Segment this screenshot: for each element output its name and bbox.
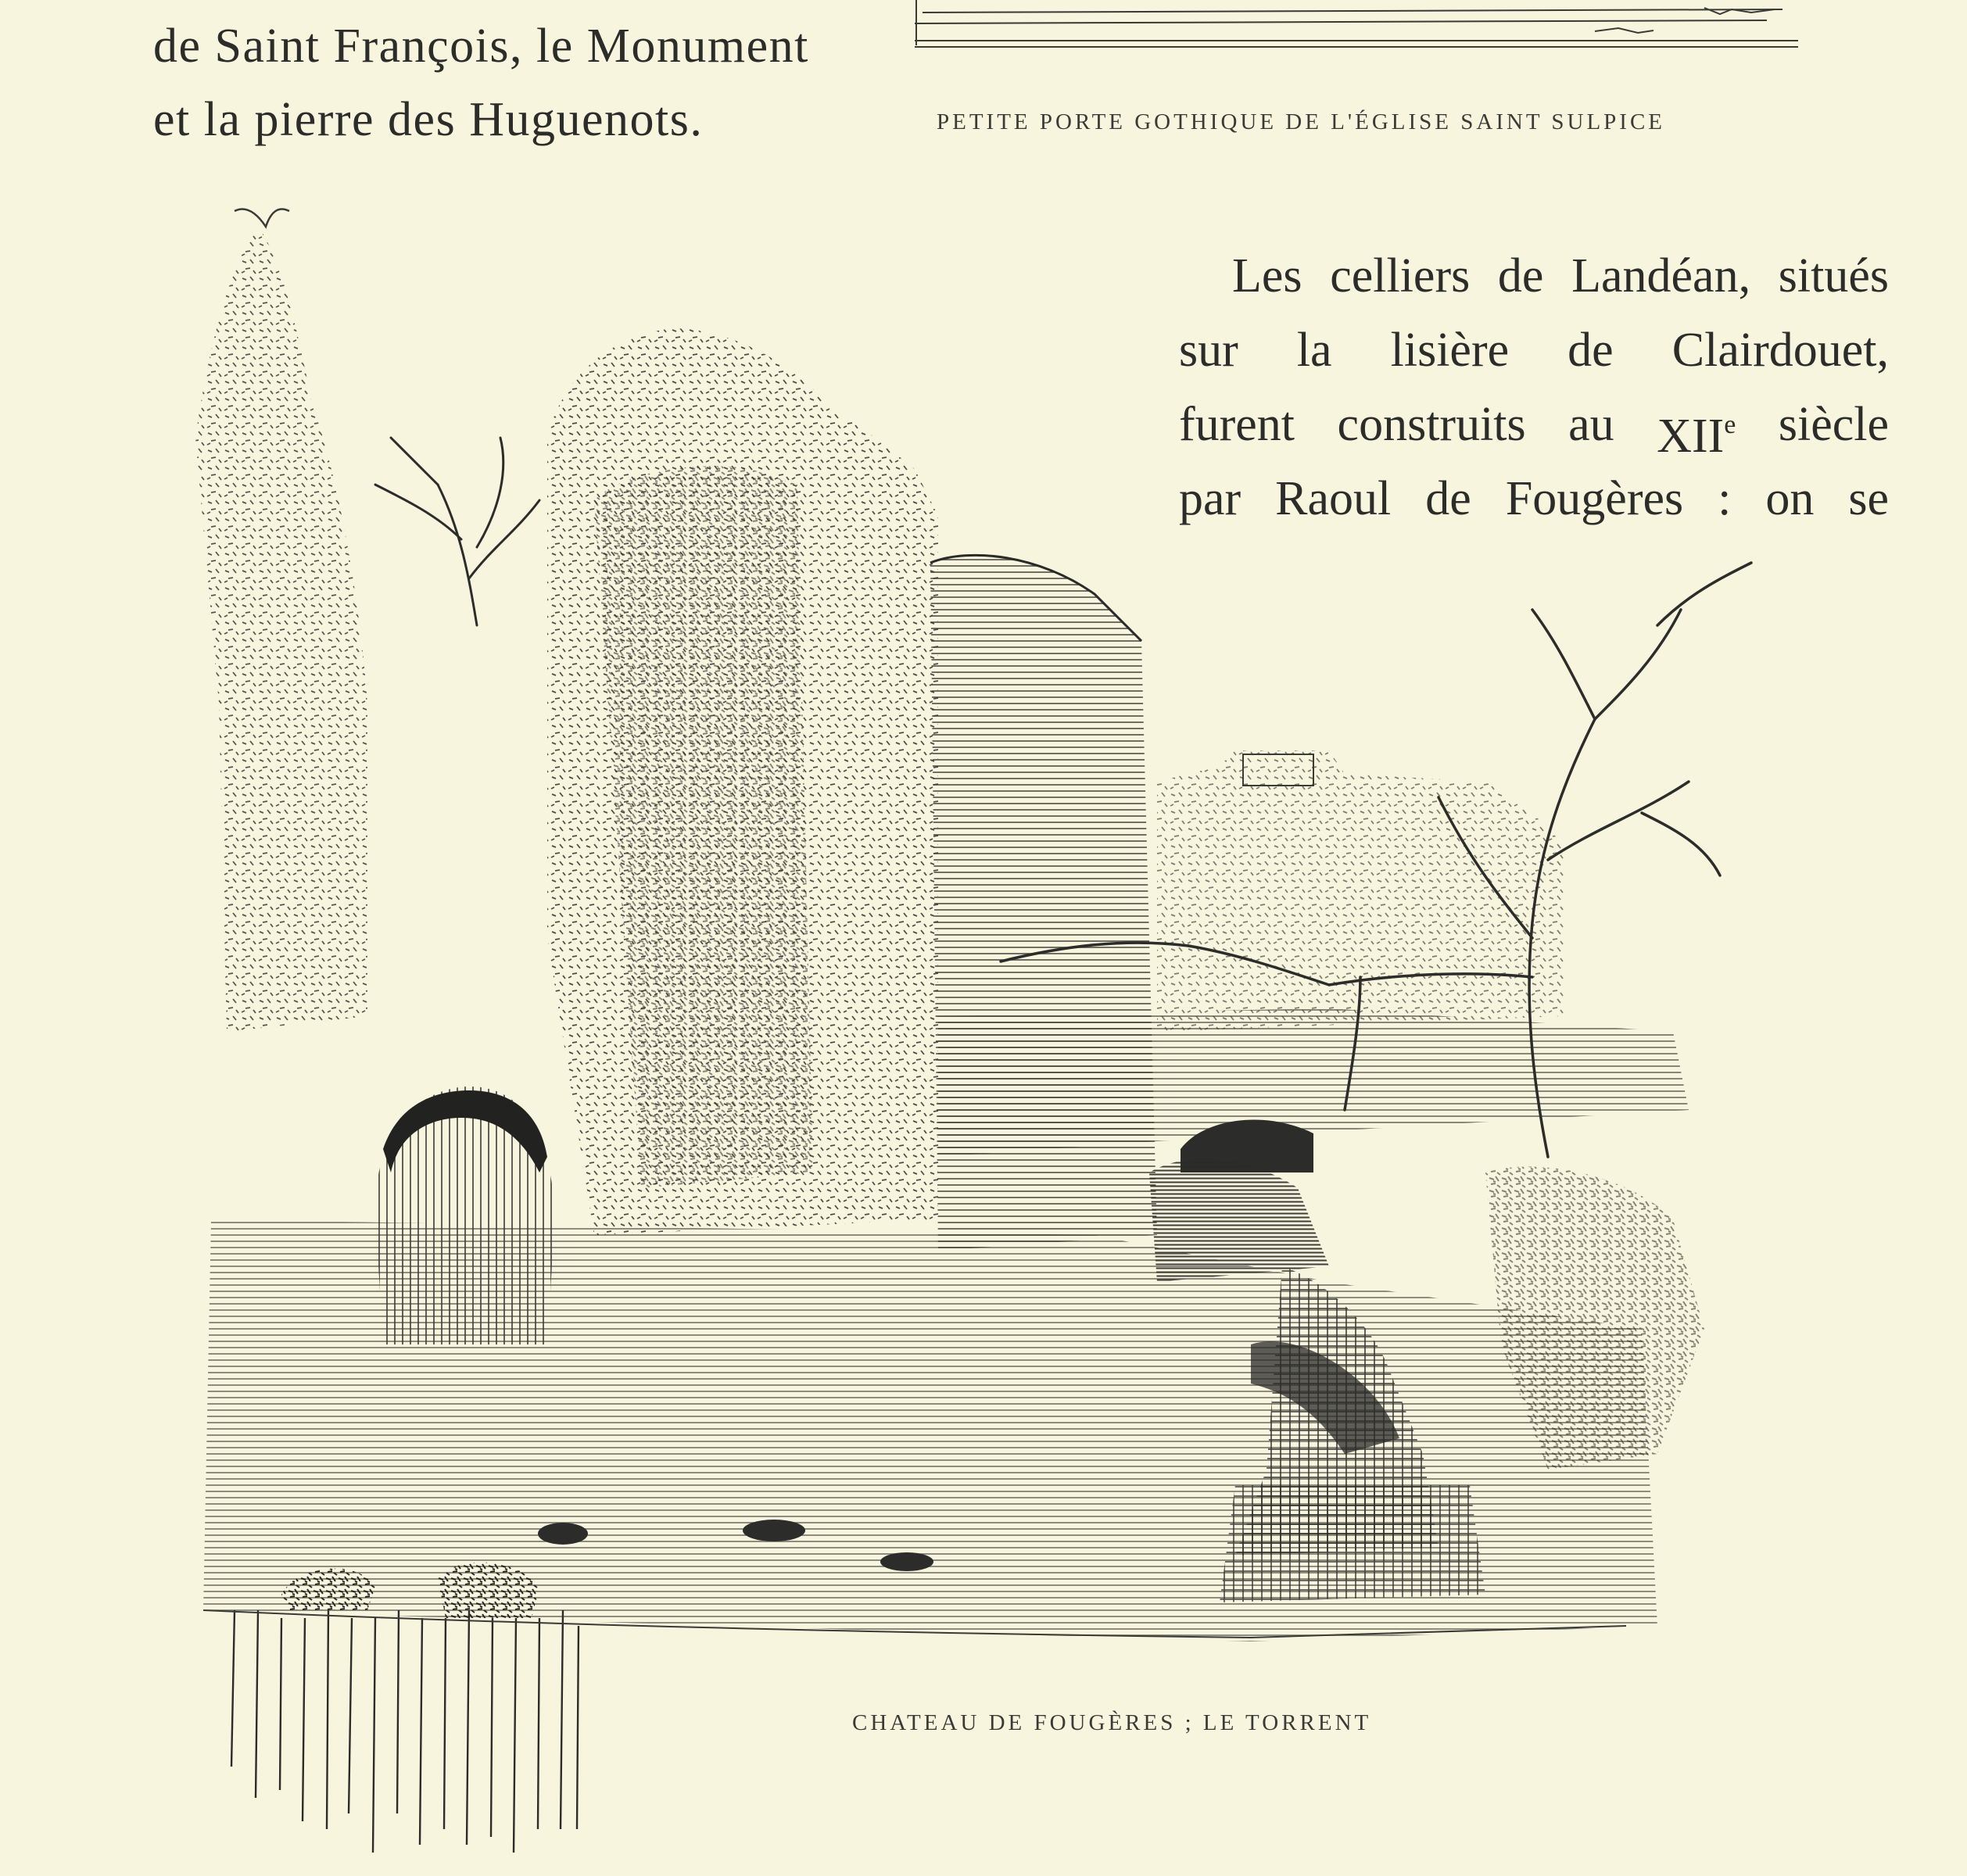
word: Raoul bbox=[1275, 472, 1392, 525]
superscript: e bbox=[1724, 410, 1736, 439]
word: : bbox=[1718, 472, 1732, 525]
word: Clairdouet, bbox=[1671, 324, 1889, 377]
word: construits bbox=[1337, 398, 1526, 451]
text-line: de Saint François, le Monument bbox=[153, 20, 809, 73]
word: celliers bbox=[1330, 249, 1471, 303]
word: de bbox=[1497, 249, 1544, 303]
roman-numeral: XII bbox=[1657, 410, 1725, 463]
word: de bbox=[1568, 324, 1614, 377]
word: on bbox=[1765, 472, 1815, 525]
word: siècle bbox=[1778, 398, 1889, 451]
text-line: et la pierre des Huguenots. bbox=[153, 93, 704, 146]
word: au bbox=[1568, 398, 1614, 451]
word: Les bbox=[1232, 249, 1302, 303]
figure-caption: PETITE PORTE GOTHIQUE DE L'ÉGLISE SAINT SULPICE bbox=[937, 109, 1666, 134]
word: Fougères bbox=[1505, 472, 1684, 525]
word: situés bbox=[1778, 249, 1889, 303]
word: de bbox=[1425, 472, 1471, 525]
word: se bbox=[1848, 472, 1889, 525]
word: la bbox=[1296, 324, 1332, 377]
word: lisière bbox=[1390, 324, 1510, 377]
word: Landéan, bbox=[1571, 249, 1751, 303]
word: furent bbox=[1179, 398, 1295, 451]
word: par bbox=[1179, 472, 1241, 525]
word: sur bbox=[1179, 324, 1238, 377]
figure-caption: CHATEAU DE FOUGÈRES ; LE TORRENT bbox=[852, 1710, 1372, 1735]
